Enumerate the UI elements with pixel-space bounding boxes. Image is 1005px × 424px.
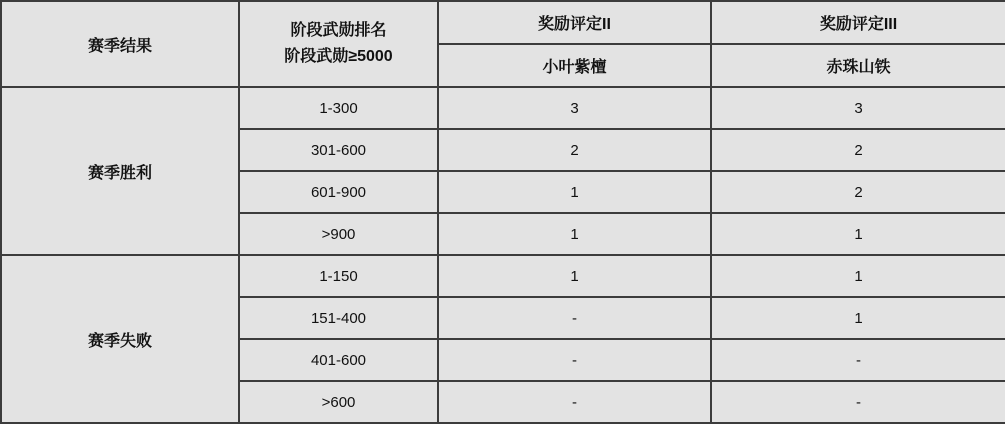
reward3-cell: - [711,381,1005,423]
reward3-cell: 3 [711,87,1005,129]
table-row [1,87,1005,129]
header-row-1 [1,1,1005,44]
rank-cell: >600 [239,381,438,423]
header-rank [239,1,438,87]
reward3-cell: - [711,339,1005,381]
reward2-cell: 2 [438,129,711,171]
section-label-victory: 赛季胜利 [1,87,239,255]
reward3-cell: 1 [711,255,1005,297]
header-reward2-item: 小叶紫檀 [438,44,711,87]
rank-cell: 1-300 [239,87,438,129]
reward3-cell: 2 [711,129,1005,171]
header-reward2-title: 奖励评定II [438,1,711,44]
rank-cell: 401-600 [239,339,438,381]
reward2-cell: 3 [438,87,711,129]
header-season-result: 赛季结果 [1,1,239,87]
rank-cell: >900 [239,213,438,255]
reward2-cell: 1 [438,255,711,297]
reward3-cell: 2 [711,171,1005,213]
header-rank-line1: 阶段武勋排名 [290,22,387,39]
header-rank-line2: 阶段武勋≥5000 [284,48,393,65]
table-row [1,255,1005,297]
reward2-cell: - [438,297,711,339]
header-reward3-item: 赤珠山铁 [711,44,1005,87]
reward3-cell: 1 [711,297,1005,339]
reward2-cell: - [438,339,711,381]
section-label-defeat: 赛季失败 [1,255,239,423]
reward2-cell: 1 [438,213,711,255]
header-reward3-title: 奖励评定III [711,1,1005,44]
reward2-cell: 1 [438,171,711,213]
reward3-cell: 1 [711,213,1005,255]
rank-cell: 301-600 [239,129,438,171]
rank-cell: 151-400 [239,297,438,339]
rank-cell: 1-150 [239,255,438,297]
reward2-cell: - [438,381,711,423]
rank-cell: 601-900 [239,171,438,213]
